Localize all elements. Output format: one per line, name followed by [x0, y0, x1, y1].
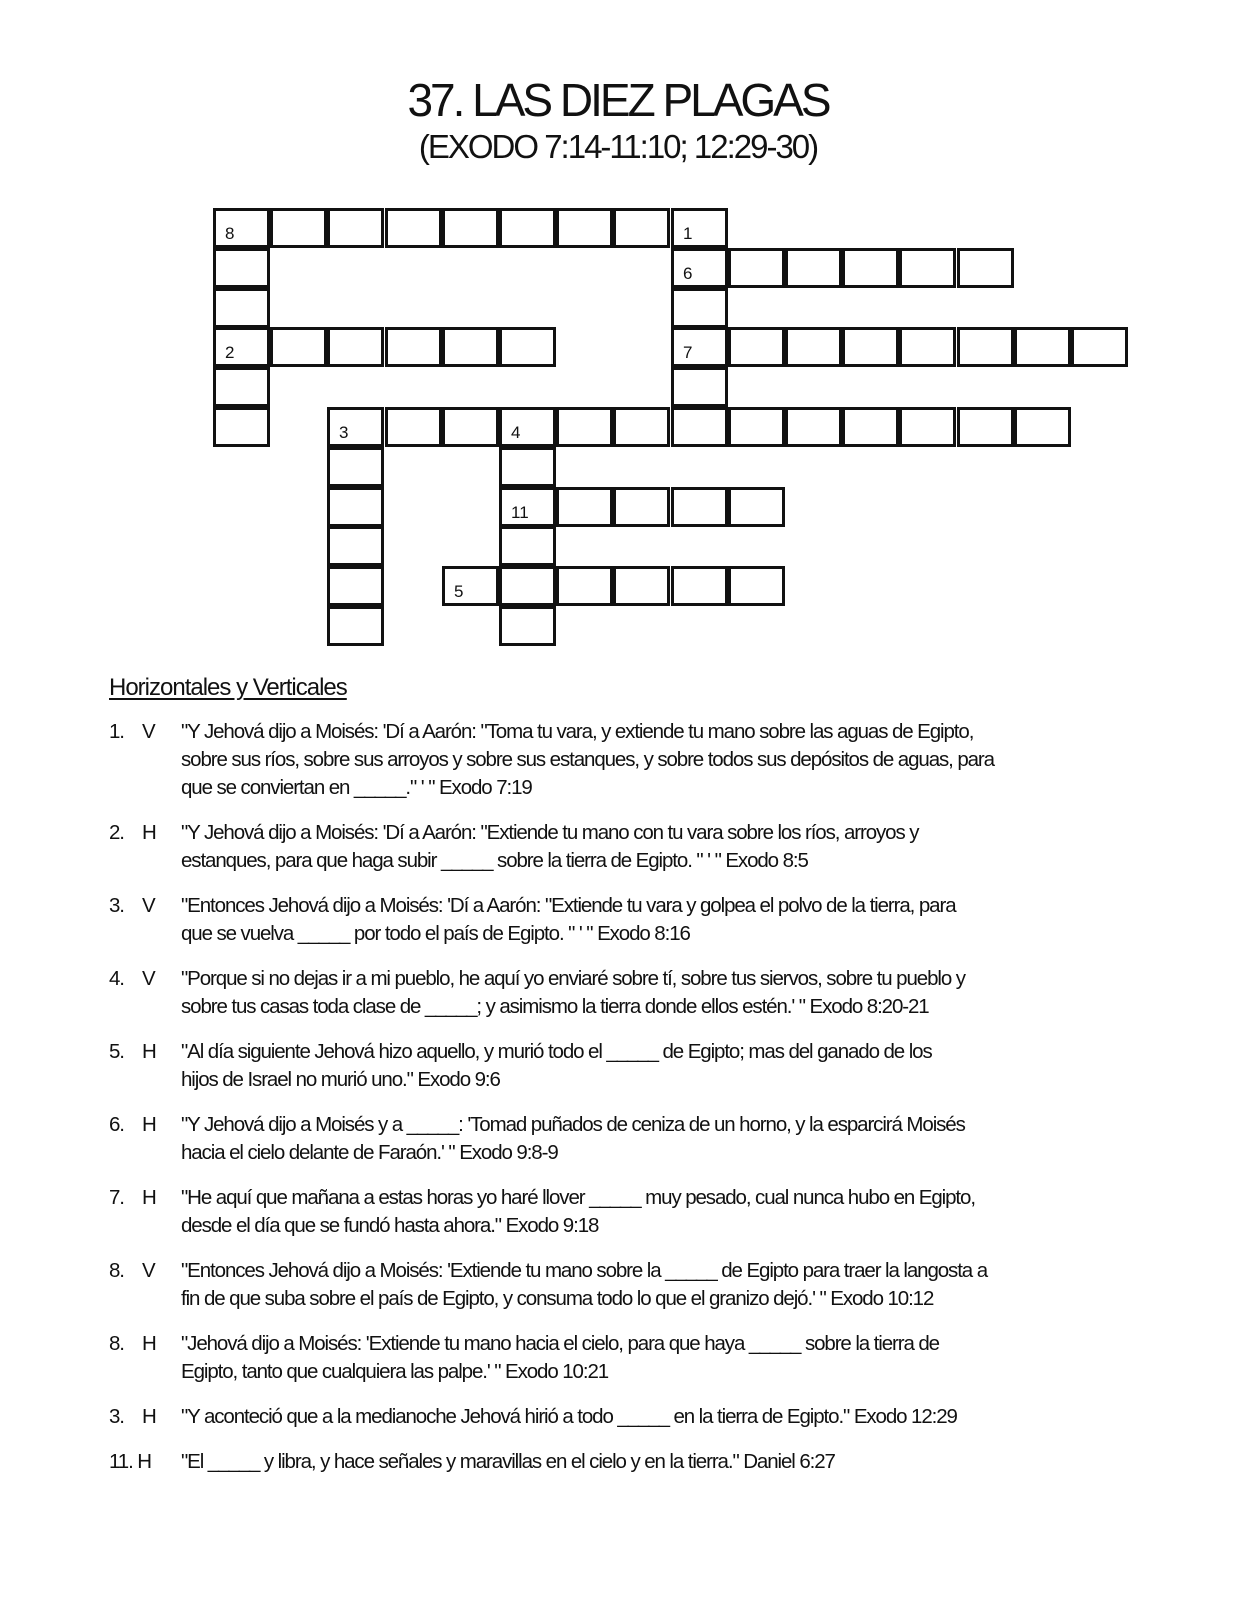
crossword-grid	[0, 0, 1236, 680]
crossword-cell[interactable]	[499, 487, 556, 527]
clue-item	[109, 1111, 1169, 1167]
clue-direction: V	[142, 894, 155, 917]
crossword-cell[interactable]	[842, 407, 899, 447]
crossword-cell[interactable]	[499, 327, 556, 367]
crossword-cell[interactable]	[213, 367, 270, 407]
crossword-cell[interactable]	[327, 407, 384, 447]
crossword-cell[interactable]	[213, 208, 270, 248]
clue-direction: H	[142, 1186, 156, 1209]
crossword-cell[interactable]	[385, 208, 442, 248]
clue-direction: H	[142, 1405, 156, 1428]
cell-number: 5	[454, 582, 464, 601]
clue-direction: V	[142, 1259, 155, 1282]
crossword-cell[interactable]	[270, 208, 327, 248]
crossword-cell[interactable]	[213, 248, 270, 288]
crossword-cell[interactable]	[499, 407, 556, 447]
clue-list	[109, 718, 1169, 1493]
crossword-cell[interactable]	[327, 526, 384, 566]
clue-item	[109, 718, 1169, 802]
crossword-cell[interactable]	[899, 327, 956, 367]
clues-heading: Horizontales y Verticales	[109, 674, 347, 701]
clue-number: 3.	[109, 894, 124, 917]
clue-number: 2.	[109, 821, 124, 844]
cell-number: 11	[511, 503, 529, 522]
crossword-cell[interactable]	[327, 327, 384, 367]
cell-number: 6	[683, 264, 693, 283]
clue-text: "Y Jehová dijo a Moisés: 'Dí a Aarón: "Toma tu vara, y extiende tu mano sobre las aguas de Egipto, sobre sus ríos, sobre sus arroyos y sobre sus estanques, y sobre todos sus depósitos de aguas, para que se conviertan en _____." ' " Exodo 7:19	[181, 720, 994, 799]
clue-text: "Jehová dijo a Moisés: 'Extiende tu mano hacia el cielo, para que haya _____ sobre la tierra de Egipto, tanto que cualquiera las palpe.' " Exodo 10:21	[181, 1332, 939, 1383]
clue-text: "Y aconteció que a la medianoche Jehová hirió a todo _____ en la tierra de Egipto." Exodo 12:29	[181, 1405, 957, 1428]
crossword-cell[interactable]	[442, 566, 499, 606]
crossword-cell[interactable]	[671, 208, 728, 248]
crossword-cell[interactable]	[499, 447, 556, 487]
clue-number: 8.	[109, 1332, 124, 1355]
clue-text: "Y Jehová dijo a Moisés: 'Dí a Aarón: "Extiende tu mano con tu vara sobre los ríos, arroyos y estanques, para que haga subir _____ sobre la tierra de Egipto. " ' " Exodo 8:5	[181, 821, 919, 872]
crossword-cell[interactable]	[1071, 327, 1128, 367]
crossword-cell[interactable]	[671, 288, 728, 328]
crossword-cell[interactable]	[613, 566, 670, 606]
crossword-cell[interactable]	[442, 327, 499, 367]
crossword-cell[interactable]	[499, 208, 556, 248]
clue-text: "Y Jehová dijo a Moisés y a _____: 'Tomad puñados de ceniza de un horno, y la esparcirá Moisés hacia el cielo delante de Faraón.' " Exodo 9:8-9	[181, 1113, 965, 1164]
crossword-cell[interactable]	[671, 566, 728, 606]
clue-number: 8.	[109, 1259, 124, 1282]
clue-direction: H	[142, 1040, 156, 1063]
crossword-cell[interactable]	[671, 327, 728, 367]
crossword-cell[interactable]	[327, 447, 384, 487]
clue-text: "Al día siguiente Jehová hizo aquello, y murió todo el _____ de Egipto; mas del ganado de los hijos de Israel no murió uno." Exodo 9:6	[181, 1040, 932, 1091]
crossword-cell[interactable]	[499, 526, 556, 566]
clue-number: 5.	[109, 1040, 124, 1063]
crossword-cell[interactable]	[327, 606, 384, 646]
crossword-cell[interactable]	[1014, 327, 1071, 367]
crossword-cell[interactable]	[385, 327, 442, 367]
cell-number: 8	[225, 224, 235, 243]
crossword-cell[interactable]	[785, 248, 842, 288]
crossword-cell[interactable]	[671, 407, 728, 447]
cell-number: 2	[225, 343, 235, 362]
cell-number: 3	[339, 423, 349, 442]
clue-number: 6.	[109, 1113, 124, 1136]
crossword-cell[interactable]	[1014, 407, 1071, 447]
crossword-cell[interactable]	[613, 487, 670, 527]
clue-text: "Entonces Jehová dijo a Moisés: 'Dí a Aarón: "Extiende tu vara y golpea el polvo de la tierra, para que se vuelva _____ por todo el país de Egipto. " ' " Exodo 8:16	[181, 894, 956, 945]
clue-text: "Entonces Jehová dijo a Moisés: 'Extiende tu mano sobre la _____ de Egipto para traer la langosta a fin de que suba sobre el país de Egipto, y consuma todo lo que el granizo dejó.' " Exodo 10:12	[181, 1259, 988, 1310]
crossword-cell[interactable]	[213, 407, 270, 447]
clue-item	[109, 892, 1169, 948]
clue-item	[109, 1448, 1169, 1476]
puzzle-subtitle: (EXODO 7:14-11:10; 12:29-30)	[418, 128, 818, 165]
crossword-cell[interactable]	[499, 566, 556, 606]
crossword-cell[interactable]	[556, 566, 613, 606]
clue-item	[109, 965, 1169, 1021]
clue-direction: H	[142, 821, 156, 844]
cell-number: 7	[683, 343, 693, 362]
clue-text: "He aquí que mañana a estas horas yo haré llover _____ muy pesado, cual nunca hubo en Egipto, desde el día que se fundó hasta ahora." Exodo 9:18	[181, 1186, 975, 1237]
clue-item	[109, 819, 1169, 875]
crossword-cell[interactable]	[728, 407, 785, 447]
crossword-cell[interactable]	[728, 487, 785, 527]
crossword-cell[interactable]	[899, 407, 956, 447]
clue-number: 4.	[109, 967, 124, 990]
crossword-cell[interactable]	[499, 606, 556, 646]
clue-item	[109, 1184, 1169, 1240]
clue-number: 11. H	[109, 1450, 151, 1473]
crossword-cell[interactable]	[957, 407, 1014, 447]
crossword-cell[interactable]	[728, 327, 785, 367]
clue-number: 1.	[109, 720, 124, 743]
clue-item	[109, 1038, 1169, 1094]
crossword-cell[interactable]	[327, 208, 384, 248]
crossword-cell[interactable]	[613, 407, 670, 447]
crossword-cell[interactable]	[957, 248, 1014, 288]
clue-item	[109, 1403, 1169, 1431]
crossword-cell[interactable]	[385, 407, 442, 447]
crossword-cell[interactable]	[556, 208, 613, 248]
crossword-cell[interactable]	[327, 487, 384, 527]
clue-text: "El _____ y libra, y hace señales y maravillas en el cielo y en la tierra." Daniel 6:27	[181, 1450, 835, 1473]
crossword-cell[interactable]	[327, 566, 384, 606]
crossword-cell[interactable]	[556, 487, 613, 527]
cell-number: 1	[683, 224, 693, 243]
crossword-cell[interactable]	[613, 208, 670, 248]
puzzle-title: 37. LAS DIEZ PLAGAS	[407, 74, 829, 126]
crossword-cell[interactable]	[899, 248, 956, 288]
clue-direction: H	[142, 1113, 156, 1136]
clue-direction: V	[142, 967, 155, 990]
crossword-cell[interactable]	[785, 407, 842, 447]
clue-item	[109, 1330, 1169, 1386]
crossword-cell[interactable]	[213, 327, 270, 367]
crossword-cell[interactable]	[556, 407, 613, 447]
crossword-cell[interactable]	[671, 367, 728, 407]
crossword-cell[interactable]	[270, 327, 327, 367]
clue-direction: H	[142, 1332, 156, 1355]
clue-text: "Porque si no dejas ir a mi pueblo, he aquí yo enviaré sobre tí, sobre tus siervos, sobre tu pueblo y sobre tus casas toda clase de _____; y asimismo la tierra donde ellos estén.' " Exodo 8:20-21	[181, 967, 965, 1018]
crossword-cell[interactable]	[785, 327, 842, 367]
crossword-cell[interactable]	[842, 327, 899, 367]
clue-number: 7.	[109, 1186, 124, 1209]
cell-number: 4	[511, 423, 521, 442]
clue-direction: V	[142, 720, 155, 743]
crossword-cell[interactable]	[442, 208, 499, 248]
crossword-cell[interactable]	[671, 248, 728, 288]
crossword-cell[interactable]	[671, 487, 728, 527]
clue-item	[109, 1257, 1169, 1313]
crossword-cell[interactable]	[442, 407, 499, 447]
crossword-cell[interactable]	[728, 566, 785, 606]
crossword-cell[interactable]	[957, 327, 1014, 367]
crossword-cell[interactable]	[213, 288, 270, 328]
clue-number: 3.	[109, 1405, 124, 1428]
crossword-cell[interactable]	[842, 248, 899, 288]
crossword-cell[interactable]	[728, 248, 785, 288]
